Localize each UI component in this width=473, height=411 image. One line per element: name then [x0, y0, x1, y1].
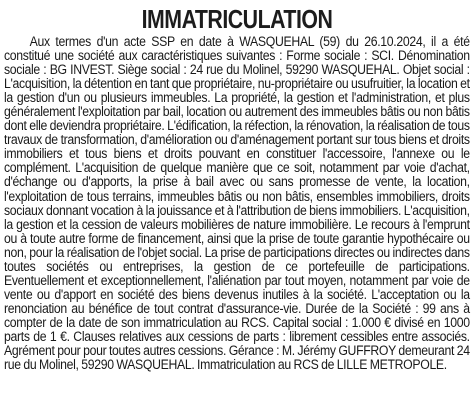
notice-paragraph: Aux termes d'un acte SSP en date à WASQUEHAL (59) du 26.10.2024, il a été constitué une société aux caractéristiques suivantes : Forme sociale : SCI. Dénomination sociale : BG INVEST. Siège social : 24 rue du Molinel, 59290 WASQUEHAL. Objet social : L'acquisition, la détention en tant que propriétaire, nu-propriétaire ou usufruitier, la location et la gestion d'un ou plusieurs immeubles. La propriété, la gestion et l'administration, et plus généralement l'exploitation par bail, location ou autrement des immeubles bâtis ou non bâtis dont elle deviendra propriétaire. L'édification, la réfection, la rénovation, la réalisation de tous travaux de transformation, d'amélioration ou d'aménagement portant sur tous biens et droits immobiliers et tous biens et droits pouvant en constituer l'accessoire, l'annexe ou le complément. L'acquisition de quelque manière que ce soit, notamment par voie d'achat, d'échange ou d'apports, la prise à bail avec ou sans promesse de vente, la location, l'exploitation de tous terrains, immeubles bâtis ou non bâtis, ensembles immobiliers, droits sociaux donnant vocation à la jouissance et à l'attribution de biens immobiliers. L'acquisition, la gestion et la cession de valeurs mobilières de nature immobilière. Le recours à l'emprunt ou à toute autre forme de financement, ainsi que la prise de toute garantie hypothécaire ou non, pour la réalisation de l'objet social. La prise de participations directes ou indirectes dans toutes sociétés ou entreprises, la gestion de ce portefeuille de participations. Eventuellement et exceptionnellement, l'aliénation par tout moyen, notamment par voie de vente ou d'apport en société des biens devenus inutiles à la société. L'acceptation ou la renonciation au bénéfice de tout contrat d'assurance-vie. Durée de la Société : 99 ans à compter de la date de son immatriculation au RCS. Capital social : 1.000 € divisé en 1000 parts de 1 €. Clauses relatives aux cessions de parts : librement cessibles entre associés. Agrément pour pour toutes autres cessions. Gérance : M. Jérémy GUFFROY demeurant 24 rue du Molinel, 59290 WASQUEHAL. Immatriculation au RCS de LILLE METROPOLE. [4, 34, 470, 373]
notice-body [4, 35, 470, 372]
notice-title: IMMATRICULATION [141, 4, 333, 34]
legal-notice [4, 4, 470, 408]
